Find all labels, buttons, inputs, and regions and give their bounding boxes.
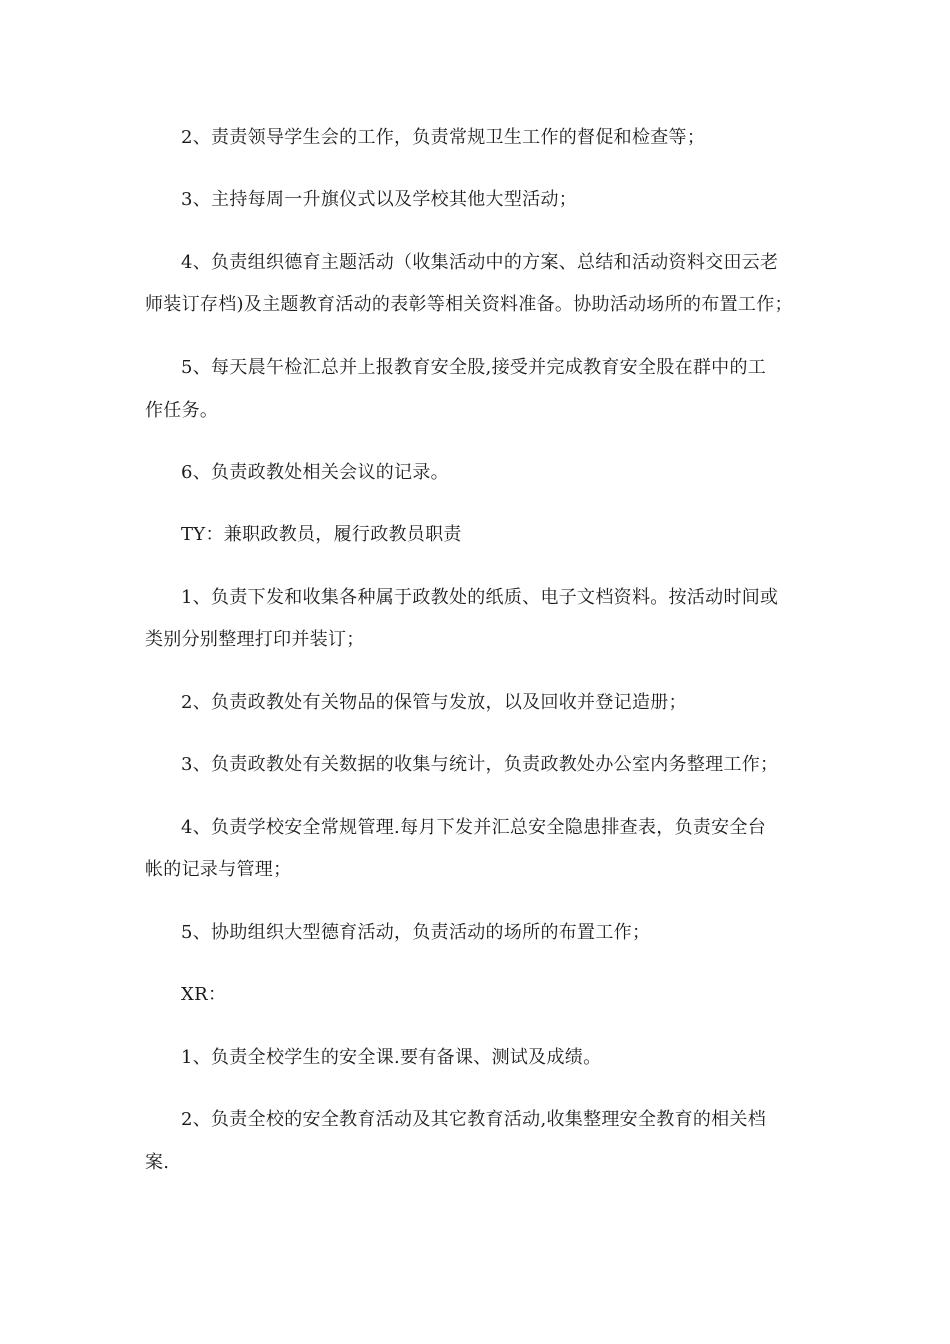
text-line-xr-duty-2-safety-education: 2、负责全校的安全教育活动及其它教育活动,收集整理安全教育的相关档 bbox=[181, 1109, 767, 1130]
text-line-ty-duty-2-items: 2、负责政教处有关物品的保管与发放，以及回收并登记造册； bbox=[181, 692, 687, 713]
text-line-ty-duty-4-continued: 帐的记录与管理； bbox=[145, 859, 292, 880]
text-line-ty-duty-5-assist: 5、协助组织大型德育活动，负责活动的场所的布置工作； bbox=[181, 922, 651, 943]
text-line-duty-4-moral-activities: 4、负责组织德育主题活动（收集活动中的方案、总结和活动资料交田云老 bbox=[181, 252, 779, 273]
text-line-duty-5-health-check: 5、每天晨午检汇总并上报教育安全股,接受并完成教育安全股在群中的工 bbox=[181, 357, 767, 378]
text-line-ty-duty-1-documents: 1、负责下发和收集各种属于政教处的纸质、电子文档资料。按活动时间或 bbox=[181, 587, 779, 608]
text-line-xr-duty-2-continued: 案. bbox=[145, 1152, 170, 1173]
text-line-duty-4-continued: 师装订存档)及主题教育活动的表彰等相关资料准备。协助活动场所的布置工作； bbox=[145, 294, 793, 315]
text-line-ty-duty-4-safety-management: 4、负责学校安全常规管理.每月下发并汇总安全隐患排查表，负责安全台 bbox=[181, 817, 767, 838]
text-line-xr-duty-1-safety-class: 1、负责全校学生的安全课.要有备课、测试及成绩。 bbox=[181, 1047, 602, 1068]
text-line-ty-duty-1-continued: 类别分别整理打印并装订； bbox=[145, 629, 365, 650]
section-heading-ty: TY：兼职政教员，履行政教员职责 bbox=[181, 524, 462, 545]
text-line-ty-duty-3-statistics: 3、负责政教处有关数据的收集与统计，负责政教处办公室内务整理工作； bbox=[181, 754, 779, 775]
text-line-duty-2-student-union: 2、责责领导学生会的工作，负责常规卫生工作的督促和检查等； bbox=[181, 127, 706, 148]
text-line-duty-3-flag-ceremony: 3、主持每周一升旗仪式以及学校其他大型活动； bbox=[181, 189, 578, 210]
text-line-duty-6-meeting-records: 6、负责政教处相关会议的记录。 bbox=[181, 462, 449, 483]
text-line-duty-5-continued: 作任务。 bbox=[145, 400, 219, 421]
section-heading-xr: XR： bbox=[181, 984, 227, 1005]
